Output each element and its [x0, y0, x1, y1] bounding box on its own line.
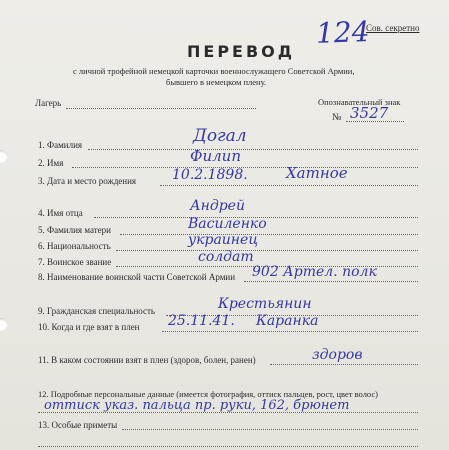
field-line — [270, 364, 418, 365]
field-value-nationality: украинец — [188, 232, 259, 248]
camp-line — [66, 108, 256, 109]
field-value-surname: Догал — [193, 126, 247, 146]
punch-hole — [0, 318, 7, 331]
field-value-rank: солдат — [198, 249, 254, 265]
field-value-birth-date: 10.2.1898. — [172, 167, 248, 183]
field-label-nationality: 6. Национальность — [38, 241, 111, 251]
field-label-condition: 11. В каком состоянии взят в плен (здоров, болен, ранен) — [38, 355, 256, 365]
field-label-captured: 10. Когда и где взят в плен — [38, 322, 140, 332]
field-value-unit: 902 Артел. полк — [252, 264, 377, 280]
page-title: ПЕРЕВОД — [187, 42, 296, 61]
handwritten-file-number: 124 — [315, 15, 371, 50]
punch-hole — [0, 150, 7, 163]
field-line — [88, 149, 418, 150]
field-line — [160, 185, 418, 186]
field-label-rank: 7. Воинское звание — [38, 257, 112, 267]
field-line — [122, 429, 418, 430]
field-value-condition: здоров — [312, 347, 363, 363]
field-value-mother: Василенко — [188, 216, 267, 232]
field-label-personal-data: 12. Подробные персональные данные (имеется фотография, оттиск пальцев, рост, цвет волос) — [38, 389, 378, 399]
ident-number-sign: № — [332, 112, 342, 123]
field-line — [244, 281, 418, 282]
field-label-father: 4. Имя отца — [38, 208, 83, 218]
field-label-surname: 1. Фамилия — [38, 140, 83, 150]
field-label-profession: 9. Гражданская специальность — [38, 306, 156, 316]
field-label-name: 2. Имя — [38, 158, 64, 168]
field-value-captured-date: 25.11.41. — [168, 313, 235, 329]
field-label-mother: 5. Фамилия матери — [38, 225, 111, 235]
subtitle-line-2: бывшего в немецком плену. — [166, 77, 267, 87]
field-value-captured-place: Каранка — [256, 313, 319, 329]
subtitle-line-1: с личной трофейной немецкой карточки военнослужащего Советской Армии, — [73, 66, 355, 76]
field-label-birth: 3. Дата и место рождения — [38, 176, 137, 186]
field-value-profession: Крестьянин — [218, 296, 312, 312]
field-value-father: Андрей — [190, 198, 245, 214]
camp-label: Лагерь — [35, 98, 62, 108]
field-line — [120, 234, 418, 235]
ident-value: 3527 — [350, 104, 389, 122]
field-value-personal-data: оттиск указ. пальца пр. руки, 162, брюнет — [44, 398, 350, 413]
field-label-unit: 8. Наименование воинской части Советской Армии — [38, 272, 236, 282]
field-value-name: Филип — [190, 147, 241, 165]
field-line — [162, 331, 418, 332]
field-label-special-marks: 13. Особые приметы — [38, 420, 118, 430]
field-value-birth-place: Хатное — [286, 164, 348, 182]
field-line — [38, 446, 418, 447]
field-line — [116, 250, 418, 251]
secret-mark: Сов. секретно — [366, 23, 420, 33]
ident-label: Опознавательный знак — [318, 97, 401, 107]
